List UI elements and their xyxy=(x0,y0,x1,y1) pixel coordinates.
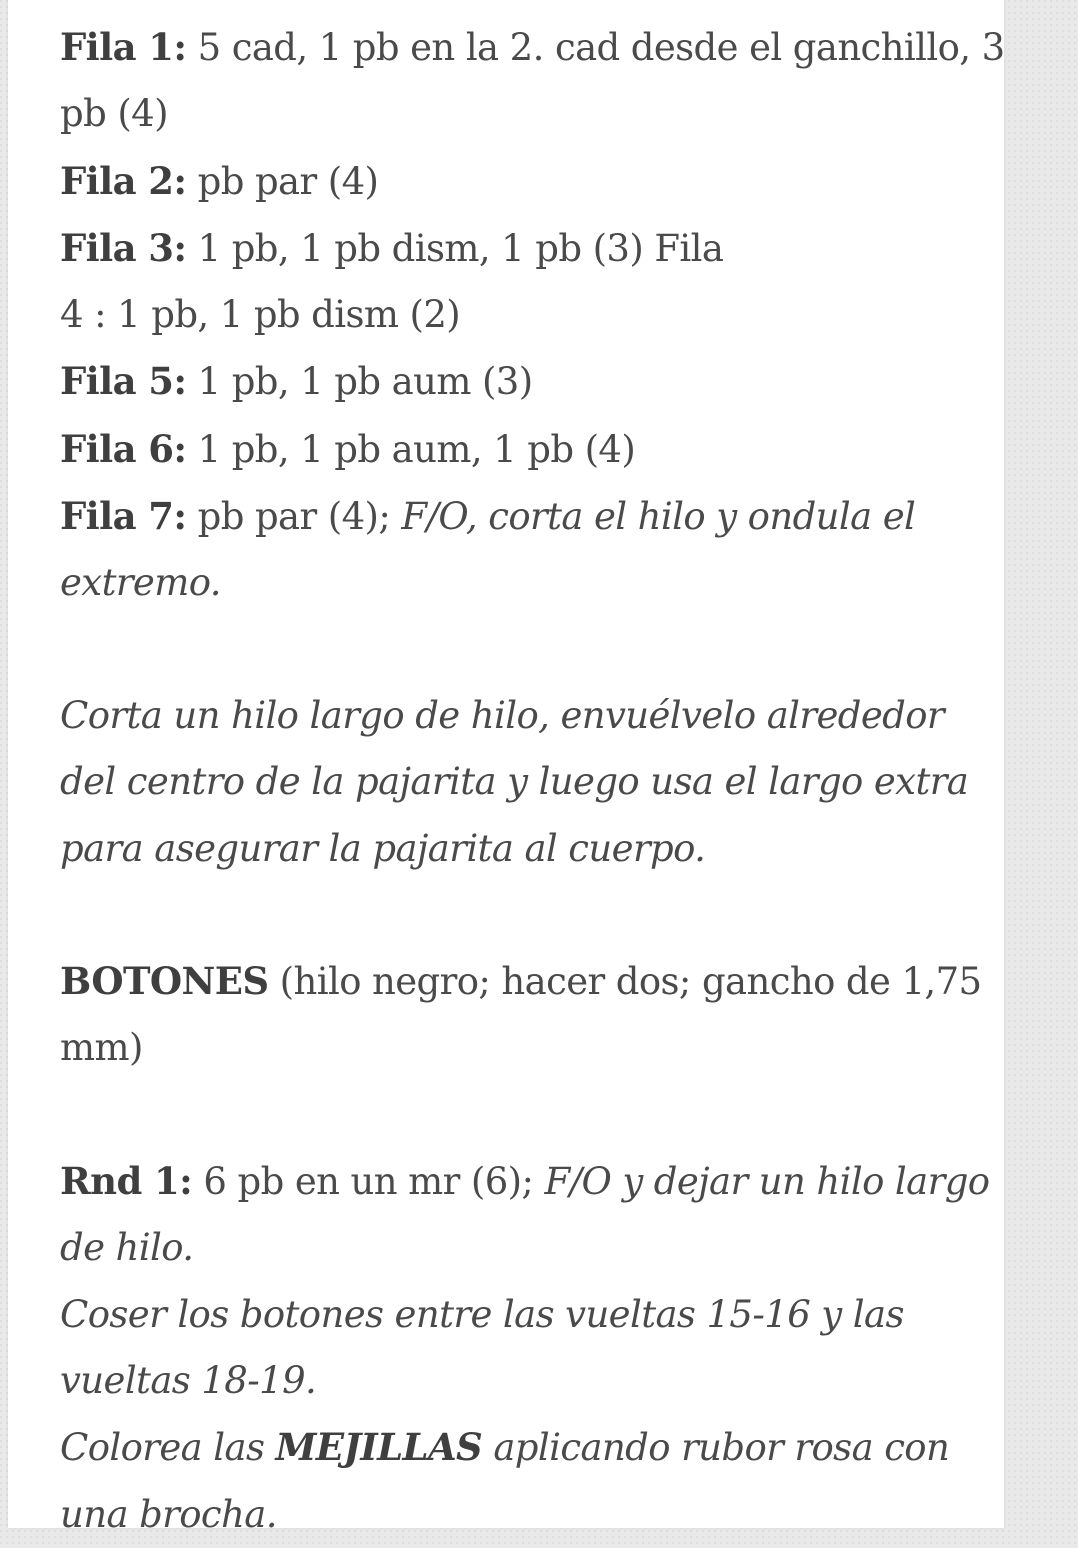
rnd-1-label: Rnd 1: xyxy=(60,1159,193,1204)
buttons-heading-text: (hilo negro; hacer dos; gancho de 1,75 xyxy=(268,960,982,1004)
row-2 xyxy=(60,148,990,215)
cheeks-text-a: Colorea las xyxy=(60,1426,276,1470)
row-5 xyxy=(60,348,990,415)
row-2-label: Fila 2: xyxy=(60,158,187,203)
bowtie-note-line-3: para asegurar la pajarita al cuerpo. xyxy=(60,826,706,870)
buttons-heading xyxy=(60,948,990,1015)
pattern-text xyxy=(60,14,1005,1548)
cheeks-line-1 xyxy=(60,1414,990,1481)
spacer xyxy=(60,617,990,683)
spacer xyxy=(60,1082,990,1148)
bowtie-note-line-1: Corta un hilo largo de hilo, envuélvelo alrededor xyxy=(60,693,945,737)
row-7 xyxy=(60,483,990,550)
rnd-1-italic: F/O y dejar un hilo largo xyxy=(544,1160,990,1204)
row-5-label: Fila 5: xyxy=(60,359,187,404)
row-1-label: Fila 1: xyxy=(60,25,187,69)
row-3-text: 1 pb, 1 pb dism, 1 pb (3) Fila xyxy=(186,226,724,270)
row-1 xyxy=(60,14,1005,81)
page xyxy=(8,0,1005,1536)
row-5-text: 1 pb, 1 pb aum (3) xyxy=(186,360,533,404)
spacer xyxy=(60,882,990,948)
row-4: 4 : 1 pb, 1 pb dism (2) xyxy=(60,293,461,337)
row-2-text: pb par (4) xyxy=(186,159,379,203)
buttons-heading-cont: mm) xyxy=(60,1026,143,1070)
row-6-label: Fila 6: xyxy=(60,426,187,471)
cheeks-text-b: aplicando rubor rosa con xyxy=(482,1426,950,1470)
rnd-1-cont: de hilo. xyxy=(60,1226,194,1270)
buttons-heading-label: BOTONES xyxy=(60,959,269,1004)
cheeks-bold: MEJILLAS xyxy=(275,1425,483,1470)
bowtie-note-line-2: del centro de la pajarita y luego usa el largo extra xyxy=(60,760,969,804)
row-3-label: Fila 3: xyxy=(60,225,187,270)
sew-buttons-line-1: Coser los botones entre las vueltas 15-16 y las xyxy=(60,1292,904,1336)
row-7-italic: F/O, corta el hilo y ondula el xyxy=(401,495,916,539)
row-7-cont: extremo. xyxy=(60,561,221,605)
sew-buttons-line-2: vueltas 18-19. xyxy=(60,1358,317,1402)
row-3 xyxy=(60,215,990,282)
row-1-text: 5 cad, 1 pb en la 2. cad desde el ganchillo, 3 xyxy=(186,26,1005,69)
row-1-cont: pb (4) xyxy=(60,92,168,136)
cheeks-line-2: una brocha. xyxy=(60,1492,277,1536)
row-6-text: 1 pb, 1 pb aum, 1 pb (4) xyxy=(186,427,636,471)
rnd-1-text: 6 pb en un mr (6); xyxy=(192,1160,545,1204)
row-7-text: pb par (4); xyxy=(186,495,402,539)
rnd-1 xyxy=(60,1148,990,1215)
row-7-label: Fila 7: xyxy=(60,494,187,539)
row-6 xyxy=(60,416,990,483)
